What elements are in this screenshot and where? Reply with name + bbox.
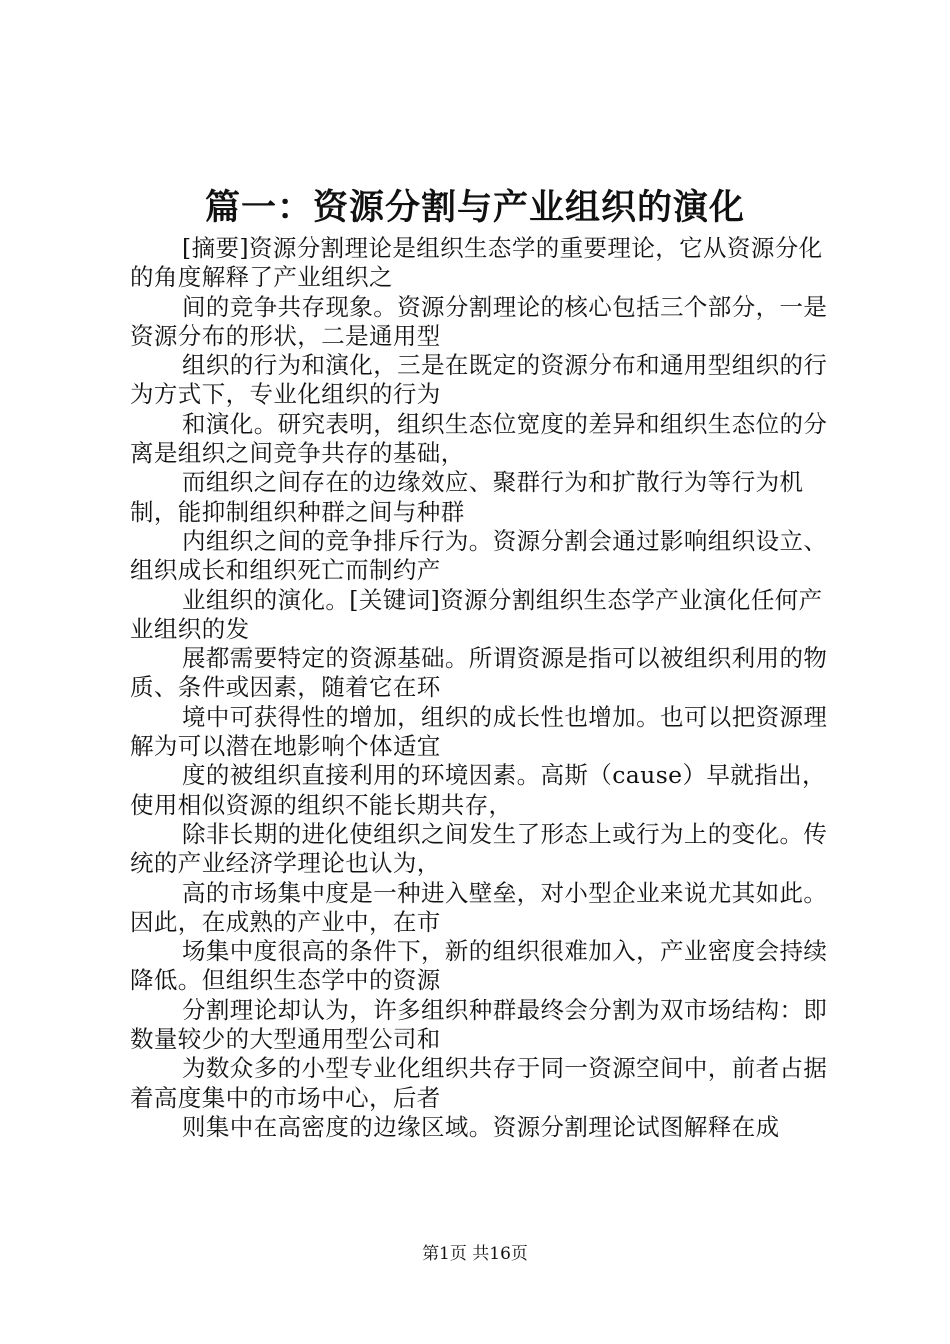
paragraph: 除非长期的进化使组织之间发生了形态上或行为上的变化。传统的产业经济学理论也认为， <box>130 819 828 878</box>
paragraph: 境中可获得性的增加，组织的成长性也增加。也可以把资源理解为可以潜在地影响个体适宜 <box>130 702 828 761</box>
paragraph: 度的被组织直接利用的环境因素。高斯（cause）早就指出，使用相似资源的组织不能长期共存， <box>130 761 826 819</box>
paragraph: 展都需要特定的资源基础。所谓资源是指可以被组织利用的物质、条件或因素，随着它在环 <box>130 644 828 702</box>
paragraph: 而组织之间存在的边缘效应、聚群行为和扩散行为等行为机制，能抑制组织种群之间与种群 <box>130 468 804 526</box>
paragraph: 分割理论却认为，许多组织种群最终会分割为双市场结构：即数量较少的大型通用型公司和 <box>130 995 828 1054</box>
document-body <box>130 234 838 1142</box>
paragraph: 组织的行为和演化，三是在既定的资源分布和通用型组织的行为方式下，专业化组织的行为 <box>130 351 828 409</box>
paragraph: 和演化。研究表明，组织生态位宽度的差异和组织生态位的分离是组织之间竞争共存的基础， <box>130 409 828 468</box>
paragraph: 则集中在高密度的边缘区域。资源分割理论试图解释在成 <box>182 1112 780 1141</box>
paragraph: 间的竞争共存现象。资源分割理论的核心包括三个部分，一是资源分布的形状，二是通用型 <box>130 292 828 350</box>
paragraph: 场集中度很高的条件下，新的组织很难加入，产业密度会持续降低。但组织生态学中的资源 <box>130 937 828 995</box>
paragraph: 业组织的演化。[关键词]资源分割组织生态学产业演化任何产业组织的发 <box>130 585 823 643</box>
page-footer: 第1页 共16页 <box>422 1244 528 1264</box>
document-title: 篇一：资源分割与产业组织的演化 <box>204 187 745 228</box>
paragraph: 内组织之间的竞争排斥行为。资源分割会通过影响组织设立、组织成长和组织死亡而制约产 <box>130 526 828 585</box>
paragraph: 高的市场集中度是一种进入壁垒，对小型企业来说尤其如此。因此，在成熟的产业中，在市 <box>130 878 828 936</box>
paragraph: [摘要]资源分割理论是组织生态学的重要理论，它从资源分化的角度解释了产业组织之 <box>130 234 823 292</box>
paragraph: 为数众多的小型专业化组织共存于同一资源空间中，前者占据着高度集中的市场中心，后者 <box>130 1054 828 1112</box>
